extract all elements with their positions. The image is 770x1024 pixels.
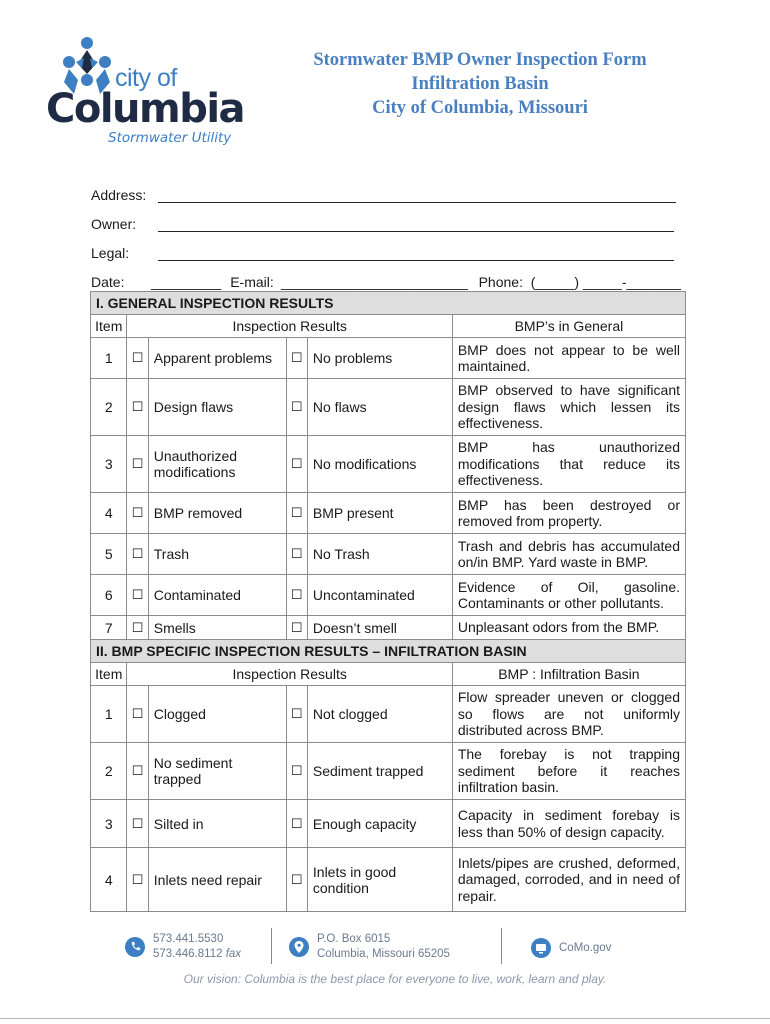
- checkbox-sediment-trapped[interactable]: ☐: [286, 743, 307, 800]
- table-row: [91, 848, 686, 912]
- checkbox-doesnt-smell[interactable]: ☐: [286, 616, 307, 640]
- address-field[interactable]: [158, 187, 676, 203]
- row-number: 5: [91, 534, 127, 575]
- result-label: No sediment trapped: [148, 743, 286, 800]
- result-label: Contaminated: [148, 575, 286, 616]
- result-label: Not clogged: [307, 686, 452, 743]
- checkbox-bmp-removed[interactable]: ☐: [127, 493, 148, 534]
- table-row: [91, 493, 686, 534]
- checkbox-smells[interactable]: ☐: [127, 616, 148, 640]
- computer-icon: [531, 938, 551, 958]
- date-label: Date:: [91, 274, 125, 290]
- result-label: Inlets in good condition: [307, 848, 452, 912]
- date-row: [91, 261, 681, 290]
- result-label: BMP present: [307, 493, 452, 534]
- website-link[interactable]: CoMo.gov: [559, 941, 612, 954]
- address-row: [91, 174, 681, 203]
- checkbox-trash[interactable]: ☐: [127, 534, 148, 575]
- result-description: The forebay is not trapping sediment before it reaches infiltration basin.: [452, 743, 685, 800]
- address-label: Address:: [91, 187, 147, 203]
- checkbox-no-flaws[interactable]: ☐: [286, 379, 307, 436]
- result-label: Smells: [148, 616, 286, 640]
- result-label: BMP removed: [148, 493, 286, 534]
- result-label: Doesn’t smell: [307, 616, 452, 640]
- result-label: Clogged: [148, 686, 286, 743]
- result-label: Inlets need repair: [148, 848, 286, 912]
- row-number: 4: [91, 493, 127, 534]
- row-number: 3: [91, 800, 127, 848]
- table-row: [91, 743, 686, 800]
- result-label: Trash: [148, 534, 286, 575]
- checkbox-contaminated[interactable]: ☐: [127, 575, 148, 616]
- checkbox-inlets-good-condition[interactable]: ☐: [286, 848, 307, 912]
- checkbox-enough-capacity[interactable]: ☐: [286, 800, 307, 848]
- row-number: 4: [91, 848, 127, 912]
- city-logo: [44, 34, 254, 154]
- table-row: [91, 686, 686, 743]
- table-row: [91, 800, 686, 848]
- vision-statement: Our vision: Columbia is the best place for everyone to live, work, learn and play.: [183, 972, 607, 986]
- email-label: E-mail:: [230, 274, 274, 290]
- section2-header-desc: BMP : Infiltration Basin: [452, 663, 685, 686]
- section1-header-desc: BMP’s in General: [452, 315, 685, 338]
- row-number: 1: [91, 686, 127, 743]
- location-pin-icon: [289, 937, 309, 957]
- section1-header-item: Item: [91, 315, 127, 338]
- legal-label: Legal:: [91, 245, 130, 261]
- table-row: [91, 338, 686, 379]
- phone-icon: [125, 937, 145, 957]
- result-label: Enough capacity: [307, 800, 452, 848]
- section2-title: II. BMP SPECIFIC INSPECTION RESULTS – INFILTRATION BASIN: [91, 640, 686, 663]
- row-number: 1: [91, 338, 127, 379]
- footer-divider: [501, 928, 502, 964]
- checkbox-uncontaminated[interactable]: ☐: [286, 575, 307, 616]
- table-row: [91, 534, 686, 575]
- date-field[interactable]: _________: [151, 274, 222, 290]
- result-description: BMP does not appear to be well maintained.: [452, 338, 685, 379]
- table-row: [91, 575, 686, 616]
- row-number: 6: [91, 575, 127, 616]
- result-label: Silted in: [148, 800, 286, 848]
- result-description: BMP has unauthorized modifications that reduce its effectiveness.: [452, 436, 685, 493]
- logo-city-of: city of: [115, 64, 177, 92]
- email-field[interactable]: ________________________: [280, 274, 468, 290]
- footer-phone: [125, 932, 241, 961]
- section2-header-results: Inspection Results: [127, 663, 452, 686]
- result-description: BMP has been destroyed or removed from property.: [452, 493, 685, 534]
- logo-utility: Stormwater Utility: [108, 130, 232, 146]
- result-description: Inlets/pipes are crushed, deformed, damaged, corroded, and in need of repair.: [452, 848, 685, 912]
- result-description: BMP observed to have significant design flaws which lessen its effectiveness.: [452, 379, 685, 436]
- checkbox-clogged[interactable]: ☐: [127, 686, 148, 743]
- section1-header-results: Inspection Results: [127, 315, 452, 338]
- result-label: Uncontaminated: [307, 575, 452, 616]
- result-label: Design flaws: [148, 379, 286, 436]
- result-label: No Trash: [307, 534, 452, 575]
- checkbox-no-modifications[interactable]: ☐: [286, 436, 307, 493]
- fax-label: fax: [225, 947, 242, 960]
- result-label: No flaws: [307, 379, 452, 436]
- owner-row: [91, 203, 681, 232]
- phone-fax: 573.446.8112: [153, 947, 223, 960]
- result-description: Unpleasant odors from the BMP.: [452, 616, 685, 640]
- po-box: P.O. Box 6015: [317, 933, 391, 945]
- result-description: Trash and debris has accumulated on/in BMP. Yard waste in BMP.: [452, 534, 685, 575]
- phone-main: 573.441.5530: [153, 933, 224, 945]
- row-number: 3: [91, 436, 127, 493]
- result-label: No problems: [307, 338, 452, 379]
- logo-columbia: Columbia: [46, 86, 245, 132]
- section1-title: I. GENERAL INSPECTION RESULTS: [91, 292, 686, 315]
- city-state-zip: Columbia, Missouri 65205: [317, 947, 450, 960]
- footer-divider: [271, 928, 272, 964]
- checkbox-no-problems[interactable]: ☐: [286, 338, 307, 379]
- section2-header-item: Item: [91, 663, 127, 686]
- result-description: Capacity in sediment forebay is less than 50% of design capacity.: [452, 800, 685, 848]
- page-bottom-rule: [0, 1018, 770, 1019]
- form-title: [270, 48, 690, 120]
- phone-field[interactable]: Phone: (_____) _____-_______: [478, 274, 681, 290]
- result-description: Evidence of Oil, gasoline. Contaminants or other pollutants.: [452, 575, 685, 616]
- row-number: 2: [91, 379, 127, 436]
- checkbox-no-sediment-trapped[interactable]: ☐: [127, 743, 148, 800]
- form-title-line1: Stormwater BMP Owner Inspection Form: [313, 50, 647, 70]
- legal-field[interactable]: [158, 245, 674, 261]
- table-row: [91, 379, 686, 436]
- table-row: [91, 616, 686, 640]
- result-label: Unauthorized modifications: [148, 436, 286, 493]
- checkbox-bmp-present[interactable]: ☐: [286, 493, 307, 534]
- checkbox-inlets-need-repair[interactable]: ☐: [127, 848, 148, 912]
- form-title-line2: Infiltration Basin: [411, 74, 549, 94]
- checkbox-design-flaws[interactable]: ☐: [127, 379, 148, 436]
- checkbox-apparent-problems[interactable]: ☐: [127, 338, 148, 379]
- owner-label: Owner:: [91, 216, 137, 232]
- row-number: 2: [91, 743, 127, 800]
- legal-row: [91, 232, 681, 261]
- header-fields: [91, 174, 681, 290]
- result-description: Flow spreader uneven or clogged so flows are not uniformly distributed across BMP.: [452, 686, 685, 743]
- result-label: Apparent problems: [148, 338, 286, 379]
- checkbox-silted-in[interactable]: ☐: [127, 800, 148, 848]
- owner-field[interactable]: [158, 216, 674, 232]
- footer-address: [289, 932, 450, 961]
- result-label: No modifications: [307, 436, 452, 493]
- row-number: 7: [91, 616, 127, 640]
- table-row: [91, 436, 686, 493]
- result-label: Sediment trapped: [307, 743, 452, 800]
- footer: [115, 928, 675, 988]
- form-title-line3: City of Columbia, Missouri: [372, 98, 588, 118]
- general-inspection-table: [90, 291, 686, 912]
- checkbox-unauthorized-modifications[interactable]: ☐: [127, 436, 148, 493]
- checkbox-no-trash[interactable]: ☐: [286, 534, 307, 575]
- footer-web: [531, 938, 611, 958]
- checkbox-not-clogged[interactable]: ☐: [286, 686, 307, 743]
